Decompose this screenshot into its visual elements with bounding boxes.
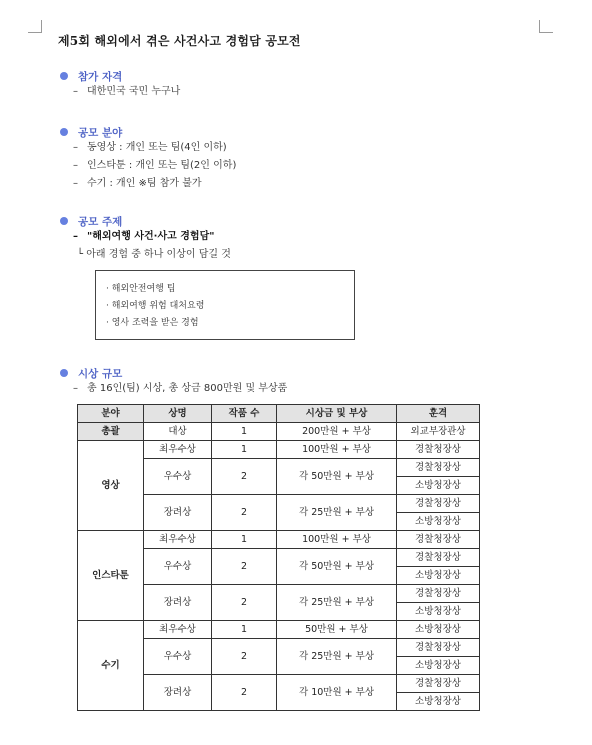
section-eligibility: [60, 69, 180, 101]
page-title: 제5회 해외에서 겪은 사건사고 경험담 공모전: [58, 34, 301, 48]
count-cell: 2: [212, 459, 277, 495]
honors-cell: 경찰청장상: [397, 585, 480, 603]
awards-summary-line: – 총 16인(팀) 시상, 총 상금 800만원 및 부상품: [73, 383, 288, 394]
theme-box-item: · 영사 조력을 받은 경험: [106, 318, 199, 328]
prize-cell: 50만원 + 부상: [277, 621, 397, 639]
prize-cell: 100만원 + 부상: [277, 531, 397, 549]
field-cell: 수기: [78, 621, 144, 711]
crop-mark-top-left-v: [41, 20, 42, 33]
table-row: [78, 621, 480, 639]
award-name-cell: 우수상: [144, 639, 212, 675]
crop-mark-top-left-h: [28, 32, 42, 33]
theme-main-text: "해외여행 사건·사고 경험담": [87, 231, 215, 242]
bullet-icon: [60, 72, 68, 80]
awards-heading: 시상 규모: [78, 367, 123, 380]
categories-heading: 공모 분야: [78, 126, 123, 139]
count-cell: 2: [212, 675, 277, 711]
prize-cell: 각 50만원 + 부상: [277, 459, 397, 495]
honors-cell: 소방청장상: [397, 513, 480, 531]
section-heading: [60, 366, 287, 380]
prize-cell: 각 50만원 + 부상: [277, 549, 397, 585]
count-cell: 1: [212, 441, 277, 459]
honors-cell: 소방청장상: [397, 693, 480, 711]
table-row: [78, 423, 480, 441]
prize-cell: 각 10만원 + 부상: [277, 675, 397, 711]
theme-detail-box: [95, 270, 355, 340]
field-cell: 인스타툰: [78, 531, 144, 621]
award-name-cell: 우수상: [144, 459, 212, 495]
awards-table: [77, 404, 480, 711]
awards-summary-text: 총 16인(팀) 시상, 총 상금 800만원 및 부상품: [87, 383, 288, 394]
theme-box-item: · 해외여행 위험 대처요령: [106, 301, 205, 311]
section-heading: [60, 125, 236, 139]
category-text: 동영상 : 개인 또는 팀(4인 이하): [87, 142, 227, 153]
count-cell: 1: [212, 621, 277, 639]
honors-cell: 경찰청장상: [397, 639, 480, 657]
count-cell: 2: [212, 549, 277, 585]
table-row: [78, 531, 480, 549]
count-cell: 2: [212, 639, 277, 675]
eligibility-text: 대한민국 국민 누구나: [87, 86, 181, 97]
field-cell: 영상: [78, 441, 144, 531]
honors-cell: 경찰청장상: [397, 531, 480, 549]
honors-cell: 경찰청장상: [397, 459, 480, 477]
award-name-cell: 최우수상: [144, 621, 212, 639]
award-name-cell: 장려상: [144, 675, 212, 711]
crop-mark-top-right-h: [539, 32, 553, 33]
bullet-icon: [60, 217, 68, 225]
header-prize: 시상금 및 부상: [277, 405, 397, 423]
section-heading: [60, 214, 231, 228]
header-honors: 훈격: [397, 405, 480, 423]
prize-cell: 100만원 + 부상: [277, 441, 397, 459]
table-header-row: [78, 405, 480, 423]
honors-cell: 소방청장상: [397, 603, 480, 621]
award-name-cell: 장려상: [144, 585, 212, 621]
eligibility-line: – 대한민국 국민 누구나: [73, 86, 181, 97]
theme-main-line: – "해외여행 사건·사고 경험담": [73, 231, 215, 242]
header-count: 작품 수: [212, 405, 277, 423]
field-cell: 총괄: [78, 423, 144, 441]
theme-sub-line: └ 아래 경험 중 하나 이상이 담길 것: [77, 249, 231, 260]
section-theme: [60, 214, 231, 264]
eligibility-heading: 참가 자격: [78, 70, 123, 83]
honors-cell: 소방청장상: [397, 477, 480, 495]
theme-box-item: · 해외안전여행 팁: [106, 284, 176, 294]
table-row: [78, 441, 480, 459]
honors-cell: 외교부장관상: [397, 423, 480, 441]
prize-cell: 각 25만원 + 부상: [277, 639, 397, 675]
category-text: 수기 : 개인 ※팀 참가 불가: [87, 178, 202, 189]
honors-cell: 소방청장상: [397, 567, 480, 585]
category-line: – 수기 : 개인 ※팀 참가 불가: [73, 178, 202, 189]
award-name-cell: 최우수상: [144, 441, 212, 459]
prize-cell: 각 25만원 + 부상: [277, 495, 397, 531]
count-cell: 2: [212, 495, 277, 531]
section-heading: [60, 69, 180, 83]
honors-cell: 경찰청장상: [397, 549, 480, 567]
award-name-cell: 대상: [144, 423, 212, 441]
category-line: – 인스타툰 : 개인 또는 팀(2인 이하): [73, 160, 237, 171]
count-cell: 1: [212, 423, 277, 441]
section-categories: [60, 125, 236, 193]
honors-cell: 경찰청장상: [397, 441, 480, 459]
prize-cell: 200만원 + 부상: [277, 423, 397, 441]
header-field: 분야: [78, 405, 144, 423]
honors-cell: 소방청장상: [397, 621, 480, 639]
award-name-cell: 우수상: [144, 549, 212, 585]
count-cell: 2: [212, 585, 277, 621]
category-text: 인스타툰 : 개인 또는 팀(2인 이하): [87, 160, 237, 171]
honors-cell: 소방청장상: [397, 657, 480, 675]
crop-mark-top-right-v: [539, 20, 540, 33]
award-name-cell: 최우수상: [144, 531, 212, 549]
header-award-name: 상명: [144, 405, 212, 423]
bullet-icon: [60, 128, 68, 136]
honors-cell: 경찰청장상: [397, 495, 480, 513]
section-awards: [60, 366, 287, 398]
category-line: – 동영상 : 개인 또는 팀(4인 이하): [73, 142, 227, 153]
theme-heading: 공모 주제: [78, 215, 123, 228]
count-cell: 1: [212, 531, 277, 549]
honors-cell: 경찰청장상: [397, 675, 480, 693]
award-name-cell: 장려상: [144, 495, 212, 531]
prize-cell: 각 25만원 + 부상: [277, 585, 397, 621]
bullet-icon: [60, 369, 68, 377]
